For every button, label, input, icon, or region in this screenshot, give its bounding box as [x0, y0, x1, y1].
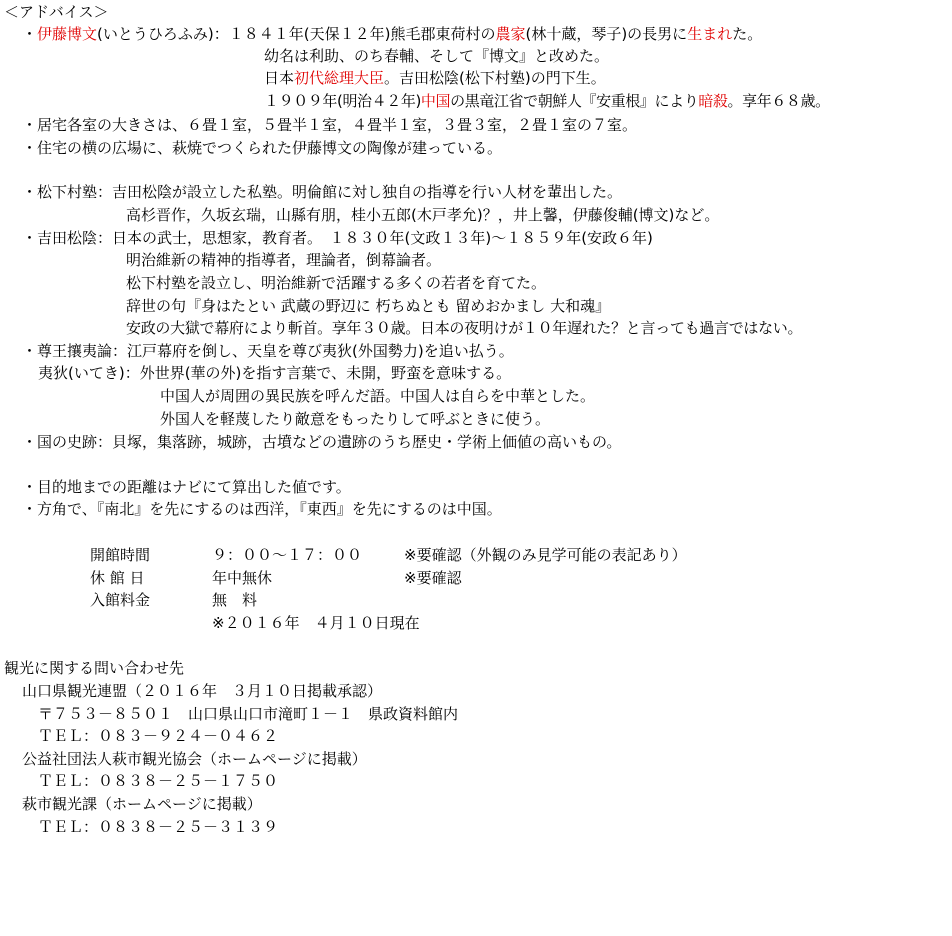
ito-name: 伊藤博文	[37, 25, 98, 43]
hours-value: ９：００～１７：００	[212, 546, 363, 564]
advice-heading: ＜アドバイス＞	[4, 3, 109, 21]
ito-highlight: 暗殺	[698, 92, 728, 110]
bullet: ・	[22, 25, 38, 43]
fee-value: 無 料	[212, 591, 258, 609]
shoin-line-1: ・吉田松陰：日本の武士，思想家，教育者。 １８３０年(文政１３年)～１８５９年(安政６年)	[22, 229, 653, 247]
ito-text: 。享年６８歳。	[727, 92, 830, 110]
shoin-line-5: 安政の大獄で幕府により斬首。享年３０歳。日本の夜明けが１０年遅れた？と言っても過言ではない。	[126, 319, 803, 337]
ito-text: １９０９年(明治４２年)	[264, 92, 421, 110]
contact-org-3: 萩市観光課（ホームページに掲載）	[22, 795, 262, 813]
ito-highlight: 農家	[495, 25, 526, 43]
ito-highlight: 初代総理大臣	[294, 69, 385, 87]
hours-label: 開館時間	[90, 546, 151, 564]
closed-value: 年中無休	[212, 569, 273, 587]
ito-line-4	[264, 90, 830, 112]
ito-text: た。	[732, 25, 763, 43]
direction-text: ・方角で、『南北』を先にするのは西洋，『東西』を先にするのは中国。	[22, 500, 502, 518]
sonjuku-line-1: ・松下村塾：吉田松陰が設立した私塾。明倫館に対し独自の指導を行い人材を輩出した。	[22, 183, 623, 201]
shoin-line-4: 辞世の句『身はたとい 武蔵の野辺に 朽ちぬとも 留めおかまし 大和魂』	[126, 297, 611, 315]
closed-note: ※要確認	[404, 569, 462, 587]
ito-line-1	[22, 23, 762, 45]
as-of-date: ※２０１６年 ４月１０日現在	[212, 614, 420, 632]
distance-text: ・目的地までの距離はナビにて算出した値です。	[22, 478, 351, 496]
sonno-line-4: 外国人を軽蔑したり敵意をもったりして呼ぶときに使う。	[160, 410, 551, 428]
closed-label: 休 館 日	[90, 569, 145, 587]
ito-line-2: 幼名は利助、のち春輔、そして『博文』と改めた。	[264, 47, 610, 65]
statue-text: ・住宅の横の広場に、萩焼でつくられた伊藤博文の陶像が建っている。	[22, 139, 503, 157]
contact-org-2: 公益社団法人萩市観光協会（ホームページに掲載）	[22, 750, 367, 768]
sonjuku-line-2: 高杉晋作，久坂玄瑞，山縣有朋，桂小五郎(木戸孝允)？，井上馨，伊藤俊輔(博文)など。	[126, 206, 720, 224]
contacts-heading: 観光に関する問い合わせ先	[4, 659, 185, 677]
shoin-line-2: 明治維新の精神的指導者，理論者，倒幕論者。	[126, 251, 442, 269]
shiseki-text: ・国の史跡：貝塚，集落跡，城跡，古墳などの遺跡のうち歴史・学術上価値の高いもの。	[22, 433, 622, 451]
fee-label: 入館料金	[90, 591, 151, 609]
rooms-text: ・居宅各室の大きさは、６畳１室，５畳半１室，４畳半１室，３畳３室，２畳１室の７室。	[22, 116, 638, 134]
sonno-line-1: ・尊王攘夷論：江戸幕府を倒し、天皇を尊び夷狄(外国勢力)を追い払う。	[22, 342, 514, 360]
ito-highlight: 中国	[420, 92, 451, 110]
ito-text: (林十蔵，琴子)の長男に	[525, 25, 688, 43]
shoin-line-3: 松下村塾を設立し、明治維新で活躍する多くの若者を育てた。	[126, 274, 547, 292]
ito-line-3	[264, 67, 606, 89]
contact-org-2-tel: ＴＥＬ：０８３８－２５－１７５０	[38, 772, 279, 790]
contact-org-1-tel: ＴＥＬ：０８３－９２４－０４６２	[38, 727, 279, 745]
ito-highlight: 生まれ	[687, 25, 733, 43]
sonno-line-2: 夷狄(いてき)：外世界(華の外)を指す言葉で、未開，野蛮を意味する。	[38, 364, 512, 382]
contact-org-1-address: 〒７５３－８５０１ 山口県山口市滝町１－１ 県政資料館内	[38, 705, 459, 723]
ito-text: の黒竜江省で朝鮮人『安重根』により	[450, 92, 699, 110]
contact-org-3-tel: ＴＥＬ：０８３８－２５－３１３９	[38, 818, 279, 836]
ito-text: 。吉田松陰(松下村塾)の門下生。	[384, 69, 606, 87]
hours-note: ※要確認（外観のみ見学可能の表記あり）	[404, 546, 687, 564]
contact-org-1: 山口県観光連盟（２０１６年 ３月１０日掲載承認）	[22, 682, 383, 700]
ito-text: (いとうひろふみ)：１８４１年(天保１２年)熊毛郡東荷村の	[97, 25, 496, 43]
sonno-line-3: 中国人が周囲の異民族を呼んだ語。中国人は自らを中華とした。	[160, 387, 596, 405]
ito-text: 日本	[264, 69, 295, 87]
